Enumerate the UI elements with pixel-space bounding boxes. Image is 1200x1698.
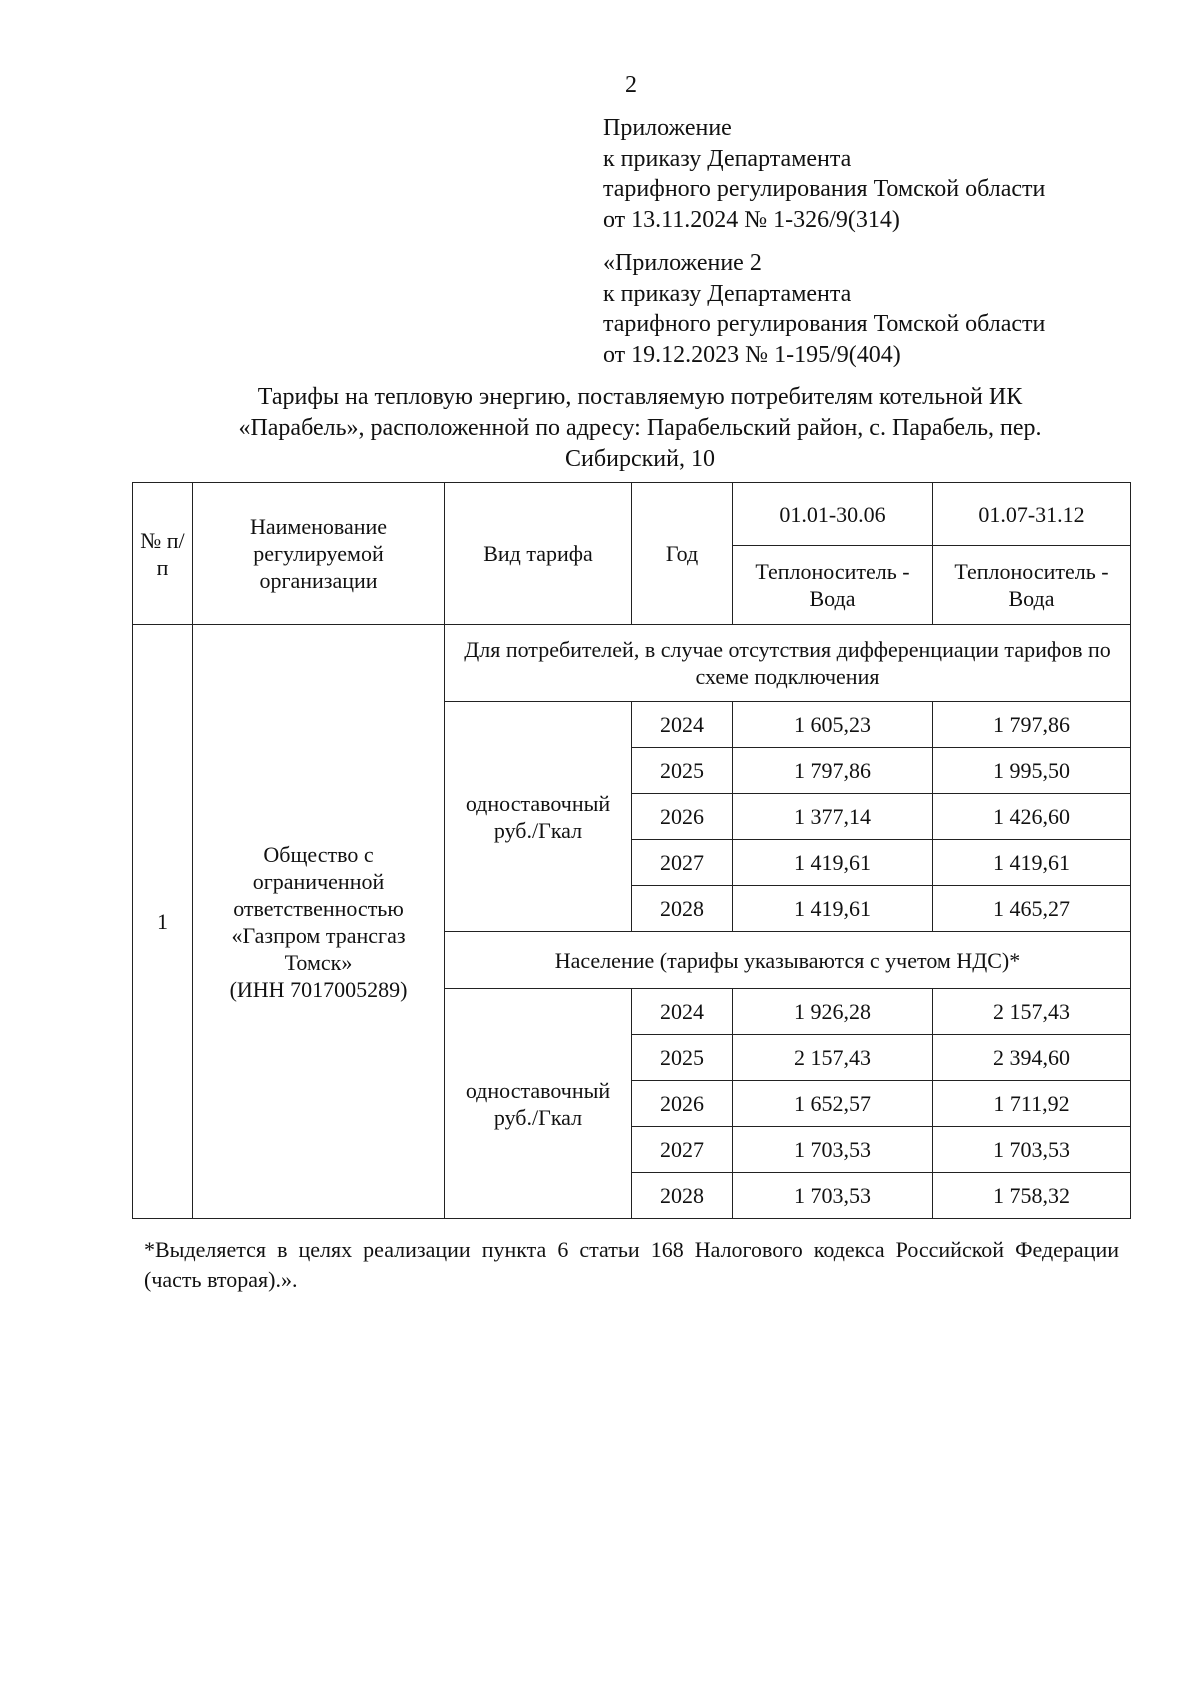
org-line: Общество с (263, 841, 374, 867)
year-cell: 2024 (632, 989, 733, 1035)
organization-name (193, 625, 445, 1219)
org-line: ограниченной (252, 868, 385, 894)
tariff-value: 2 394,60 (933, 1035, 1131, 1081)
tariff-value: 1 758,32 (933, 1173, 1131, 1219)
tariff-line: руб./Гкал (493, 1104, 583, 1130)
tariff-value: 1 926,28 (733, 989, 933, 1035)
appendix-line: к приказу Департамента (603, 145, 852, 172)
header-org: Наименование регулируемой организации (193, 483, 445, 625)
appendix-line: «Приложение 2 (603, 250, 762, 276)
appendix-line: Приложение (603, 115, 732, 141)
org-line: Томск» (284, 949, 353, 975)
year-cell: 2028 (632, 1173, 733, 1219)
tariff-value: 1 797,86 (933, 702, 1131, 748)
header-num: № п/п (133, 483, 193, 625)
appendix-header-2 (603, 248, 1045, 370)
tariff-value: 1 419,61 (733, 886, 933, 932)
row-number: 1 (133, 625, 193, 1219)
tariff-value: 2 157,43 (733, 1035, 933, 1081)
title-line: Тарифы на тепловую энергию, поставляемую потребителям котельной ИК (257, 384, 1023, 410)
org-line: (ИНН 7017005289) (229, 976, 408, 1002)
tariff-value: 1 419,61 (733, 840, 933, 886)
appendix-line: к приказу Департамента (603, 280, 852, 307)
tariff-value: 1 377,14 (733, 794, 933, 840)
table-header-row (133, 483, 1131, 546)
year-cell: 2025 (632, 1035, 733, 1081)
year-cell: 2027 (632, 1127, 733, 1173)
header-period-2: 01.07-31.12 (933, 483, 1131, 546)
appendix-line: тарифного регулирования Томской области (603, 311, 1046, 337)
tariff-value: 1 426,60 (933, 794, 1131, 840)
appendix-line: от 19.12.2023 № 1-195/9(404) (603, 341, 901, 368)
tariff-value: 1 465,27 (933, 886, 1131, 932)
year-cell: 2027 (632, 840, 733, 886)
group-label: Для потребителей, в случае отсутствия дифференциации тарифов по схеме подключения (445, 625, 1131, 702)
tariff-type-cell (445, 989, 632, 1219)
table-row (133, 625, 1131, 702)
tariff-value: 1 652,57 (733, 1081, 933, 1127)
year-cell: 2026 (632, 794, 733, 840)
header-tariff-type: Вид тарифа (445, 483, 632, 625)
tariff-value: 1 419,61 (933, 840, 1131, 886)
header-medium-1: Теплоноситель - Вода (733, 546, 933, 625)
appendix-line: тарифного регулирования Томской области (603, 176, 1046, 202)
document-title (140, 382, 1140, 475)
year-cell: 2025 (632, 748, 733, 794)
tariff-table (132, 482, 1131, 1219)
page-number: 2 (625, 72, 637, 98)
tariff-value: 1 703,53 (733, 1127, 933, 1173)
year-cell: 2028 (632, 886, 733, 932)
tariff-type-cell (445, 702, 632, 932)
appendix-header-1 (603, 113, 1045, 235)
footnote: *Выделяется в целях реализации пункта 6 статьи 168 Налогового кодекса Российской Федерации (часть вторая).». (144, 1237, 1119, 1292)
year-cell: 2026 (632, 1081, 733, 1127)
tariff-line: одноставочный (465, 790, 611, 816)
title-line: Сибирский, 10 (565, 446, 715, 472)
tariff-value: 1 797,86 (733, 748, 933, 794)
tariff-line: одноставочный (465, 1077, 611, 1103)
tariff-value: 1 703,53 (933, 1127, 1131, 1173)
title-line: «Парабель», расположенной по адресу: Парабельский район, с. Парабель, пер. (238, 415, 1042, 441)
header-medium-2: Теплоноситель - Вода (933, 546, 1131, 625)
appendix-line: от 13.11.2024 № 1-326/9(314) (603, 206, 900, 233)
header-year: Год (632, 483, 733, 625)
org-line: «Газпром трансгаз (231, 922, 406, 948)
org-line: ответственностью (233, 895, 404, 921)
tariff-value: 1 995,50 (933, 748, 1131, 794)
tariff-value: 1 605,23 (733, 702, 933, 748)
tariff-line: руб./Гкал (493, 817, 583, 843)
year-cell: 2024 (632, 702, 733, 748)
tariff-value: 2 157,43 (933, 989, 1131, 1035)
tariff-value: 1 703,53 (733, 1173, 933, 1219)
group-label: Население (тарифы указываются с учетом НДС)* (445, 932, 1131, 989)
header-period-1: 01.01-30.06 (733, 483, 933, 546)
tariff-value: 1 711,92 (933, 1081, 1131, 1127)
